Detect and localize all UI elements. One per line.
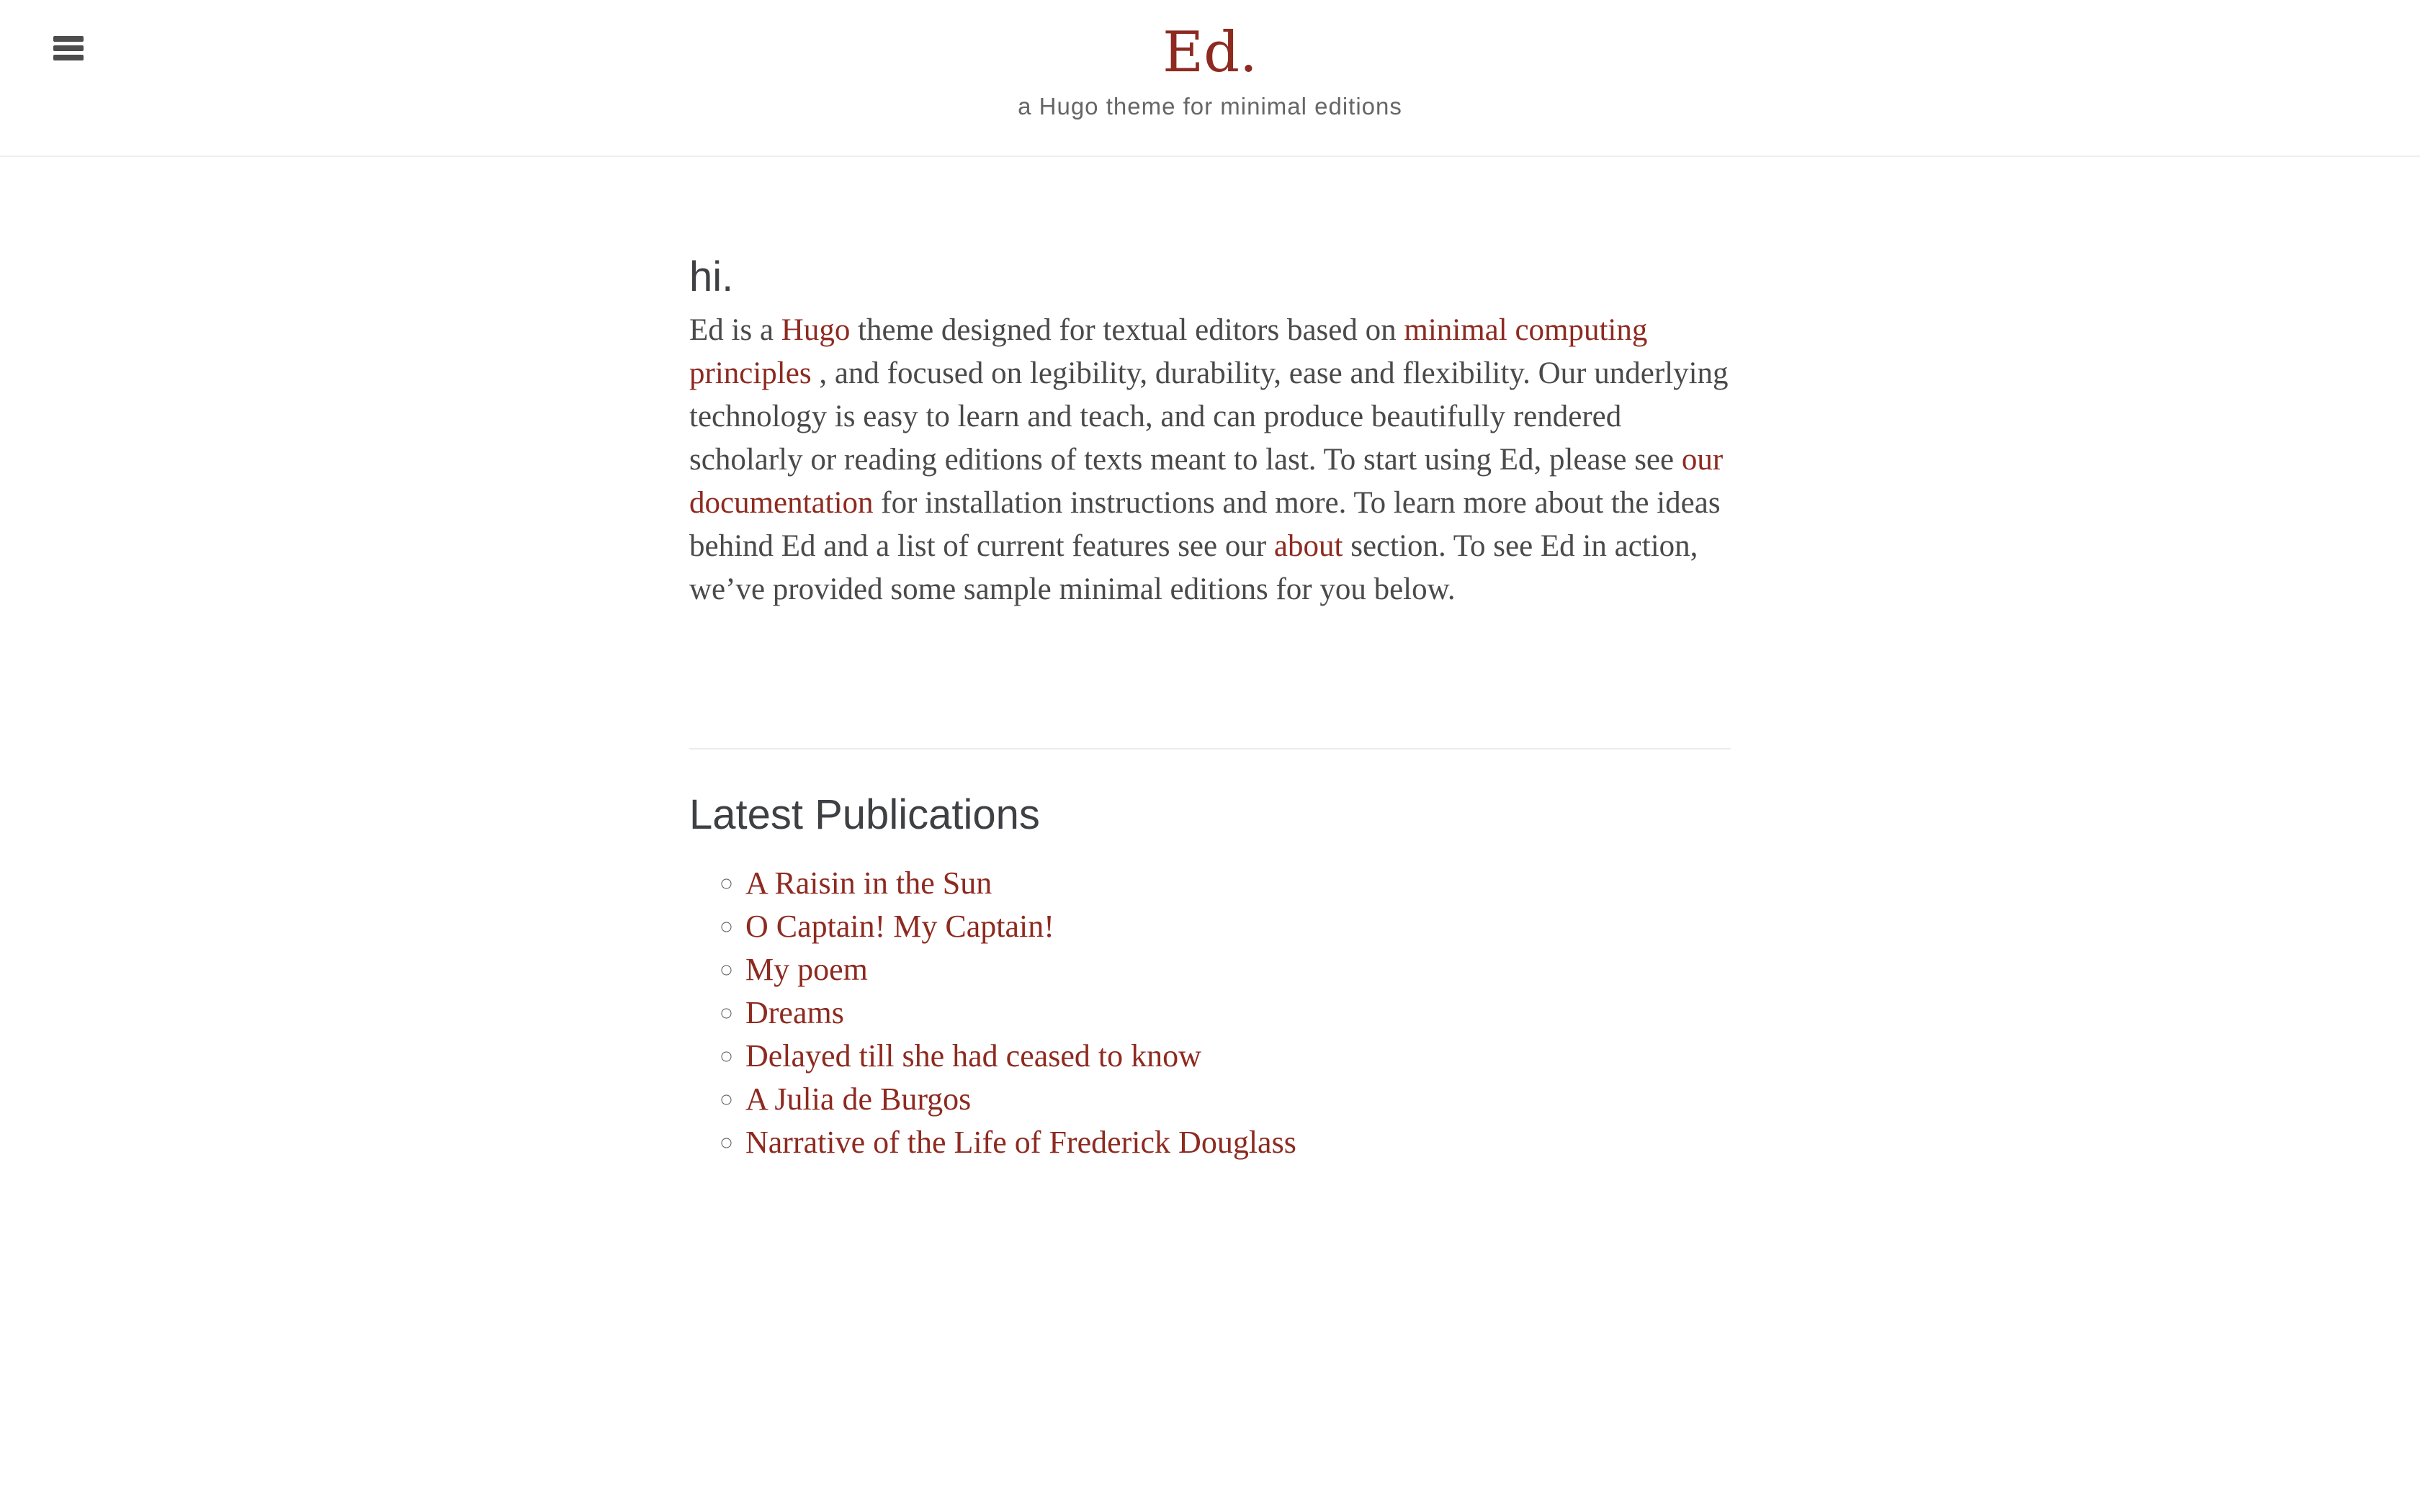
publication-link[interactable]: Dreams [745, 995, 844, 1031]
hamburger-icon [53, 55, 84, 60]
menu-button[interactable] [53, 36, 84, 60]
inline-link[interactable]: Hugo [781, 312, 851, 347]
site-header [0, 0, 2420, 157]
inline-link[interactable]: our documentation [689, 442, 1724, 520]
intro-paragraph [689, 309, 1731, 611]
publications-heading: Latest Publications [689, 791, 1040, 838]
publication-link[interactable]: Delayed till she had ceased to know [745, 1038, 1201, 1074]
publication-item [745, 1121, 1731, 1164]
publication-item [745, 862, 1731, 905]
publication-link[interactable]: Narrative of the Life of Frederick Douglass [745, 1125, 1296, 1161]
inline-link[interactable]: minimal computing principles [689, 312, 1648, 390]
intro-text: for installation instructions and more. To learn more about the ideas behind Ed and a list of current features see our [689, 485, 1721, 563]
publication-item [745, 991, 1731, 1035]
section-divider [689, 748, 1731, 750]
publication-item [745, 1035, 1731, 1078]
publication-link[interactable]: A Julia de Burgos [745, 1081, 972, 1117]
site-title[interactable]: Ed. [1162, 20, 1258, 85]
intro-text: section. To see Ed in action, we’ve provided some sample minimal editions for you below. [689, 528, 1698, 606]
inline-link[interactable]: about [1273, 528, 1343, 563]
publication-link[interactable]: My poem [745, 952, 868, 988]
publication-item [745, 905, 1731, 948]
main-content [689, 253, 1731, 1164]
intro-text: theme designed for textual editors based on [850, 312, 1404, 347]
publications-list [689, 862, 1731, 1164]
site-subtitle: a Hugo theme for minimal editions [1018, 93, 1402, 120]
publication-link[interactable]: A Raisin in the Sun [745, 865, 992, 901]
intro-text: Ed is a [689, 312, 781, 347]
publication-link[interactable]: O Captain! My Captain! [745, 909, 1054, 945]
publication-item [745, 1078, 1731, 1121]
intro-text: , and focused on legibility, durability, ease and flexibility. Our underlying technology is easy to learn and teach, and can produce beautifully rendered scholarly or reading editions of texts meant to last. To start using Ed, please see [689, 356, 1729, 477]
publication-item [745, 948, 1731, 991]
hamburger-icon [53, 45, 84, 51]
page-title: hi. [689, 253, 734, 300]
hamburger-icon [53, 36, 84, 42]
